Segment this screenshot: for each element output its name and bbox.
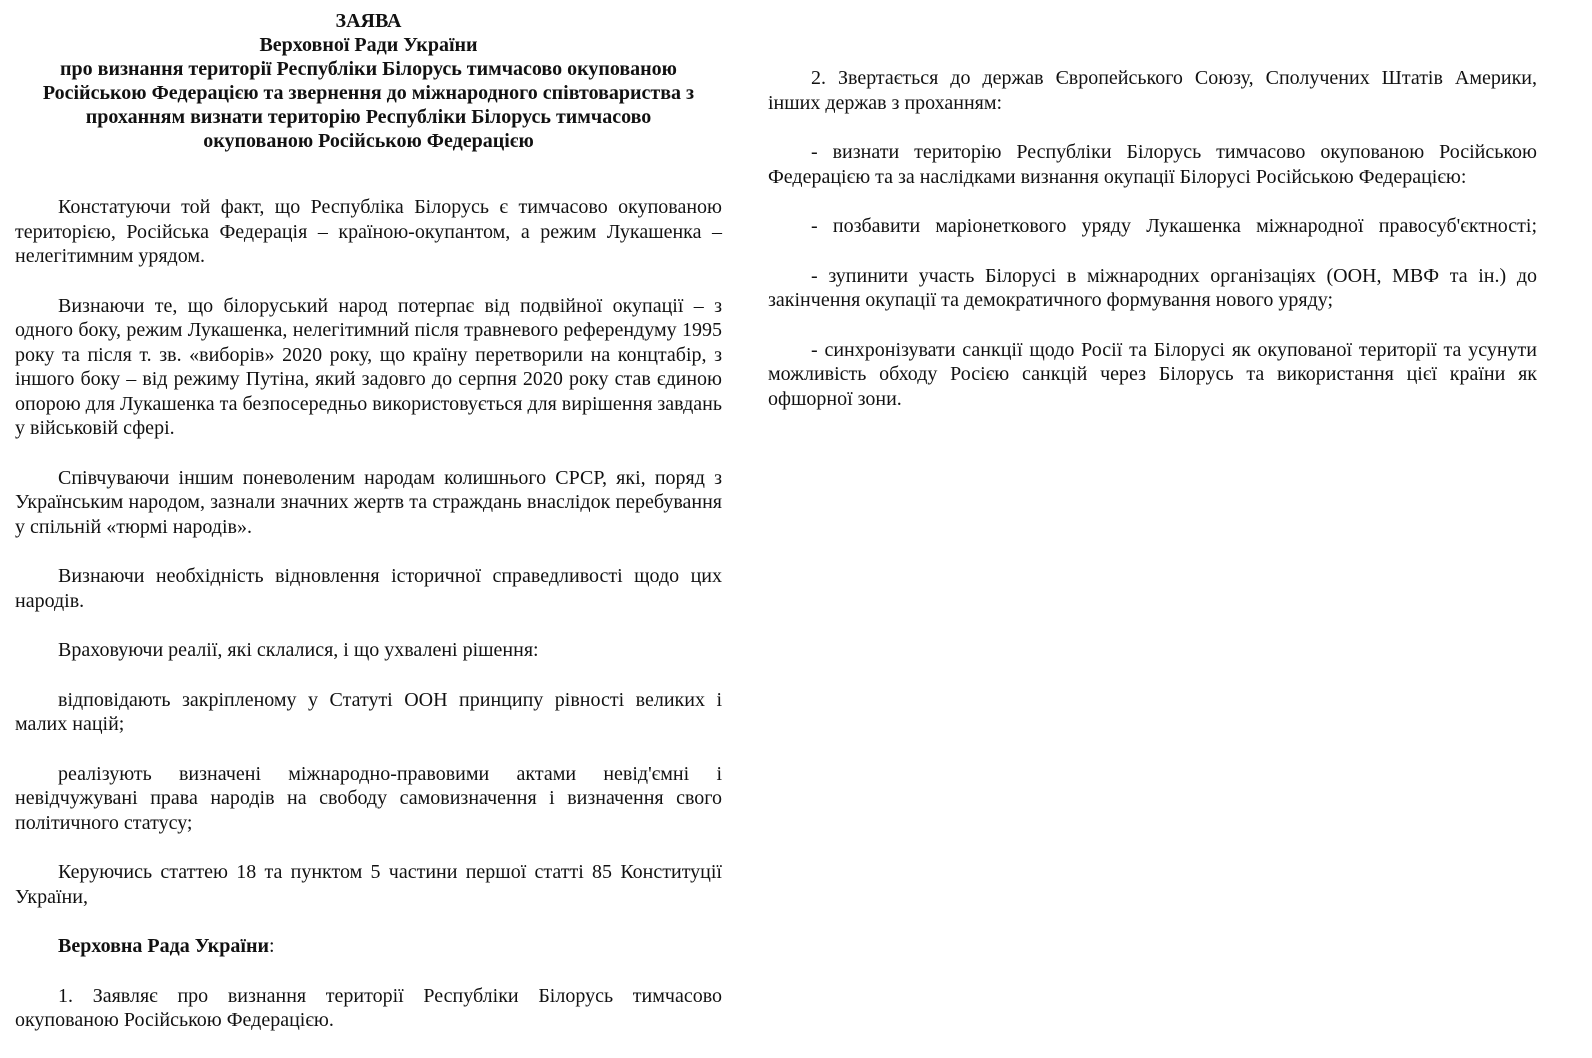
document-subject-line: окупованою Російською Федерацією [203, 130, 534, 152]
paragraph-constitution-reference: Керуючись статтею 18 та пунктом 5 частини першої статті 85 Конституції України, [15, 861, 722, 908]
paragraph-sympathy: Співчуваючи іншим поневоленим народам колишнього СРСР, які, поряд з Українським народом, зазнали значних жертв та страждань внаслідок перебування у спільній «тюрмі народів». [15, 466, 722, 538]
paragraph-self-determination: реалізують визначені міжнародно-правовими актами невід'ємні і невідчужувані права народів на свободу самовизначення і визначення свого політичного статусу; [15, 762, 722, 834]
left-column [15, 0, 722, 1058]
point-1: 1. Заявляє про визнання території Республіки Білорусь тимчасово окупованою Російською Федерацією. [15, 984, 722, 1031]
request-item: - визнати територію Республіки Білорусь тимчасово окупованою Російською Федерацією та за наслідками визнання окупації Білорусі Російською Федерацією: [768, 141, 1537, 188]
paragraph-considering-realities: Враховуючи реалії, які склалися, і що ухвалені рішення: [58, 639, 539, 661]
document-subject-line: про визнання території Республіки Білорусь тимчасово окупованою [60, 58, 677, 80]
paragraph-stating-fact: Констатуючи той факт, що Республіка Білорусь є тимчасово окупованою територією, Російська Федерація – країною-окупантом, а режим Лукашенка – нелегітимним урядом. [15, 196, 722, 267]
resolution-subject: Верховна Рада України [58, 935, 270, 957]
request-item: - позбавити маріонеткового уряду Лукашенка міжнародної правосуб'єктності; [811, 215, 1537, 237]
right-column [768, 66, 1537, 436]
paragraph-historical-justice: Визнаючи необхідність відновлення історичної справедливості щодо цих народів. [15, 565, 722, 612]
paragraph-un-charter: відповідають закріпленому у Статуті ООН принципу рівності великих і малих націй; [15, 688, 722, 735]
point-2: 2. Звертається до держав Європейського Союзу, Сполучених Штатів Америки, інших держав з проханням: [768, 67, 1537, 114]
document-heading: ЗАЯВА [335, 10, 402, 32]
request-item: - синхронізувати санкції щодо Росії та Білорусі як окупованої території та усунути можливість обходу Росією санкцій через Білорусь та використання цієї країни як офшорної зони. [768, 338, 1537, 410]
document-title-block [15, 0, 722, 153]
document-subject-line: проханням визнати територію Республіки Білорусь тимчасово [85, 106, 652, 128]
resolution-colon: : [269, 935, 275, 957]
document-subject-line: Російською Федерацією та звернення до міжнародного співтовариства з [42, 82, 695, 104]
resolution-subject-line [15, 934, 722, 959]
request-item: - зупинити участь Білорусі в міжнародних організаціях (ООН, МВФ та ін.) до закінчення окупації та демократичного формування нового уряду; [768, 264, 1537, 311]
document-issuer: Верховної Ради України [259, 34, 478, 56]
paragraph-double-occupation: Визнаючи те, що білоруський народ потерпає від подвійної окупації – з одного боку, режим Лукашенка, нелегітимний після травневого референдуму 1995 року та після т. зв. «виборів» 2020 року, що країну перетворили на концтабір, з іншого боку – від режиму Путіна, який задовго до серпня 2020 року став єдиною опорою для Лукашенка та безпосередньо використовується для вирішення завдань у військовій сфері. [15, 294, 722, 439]
